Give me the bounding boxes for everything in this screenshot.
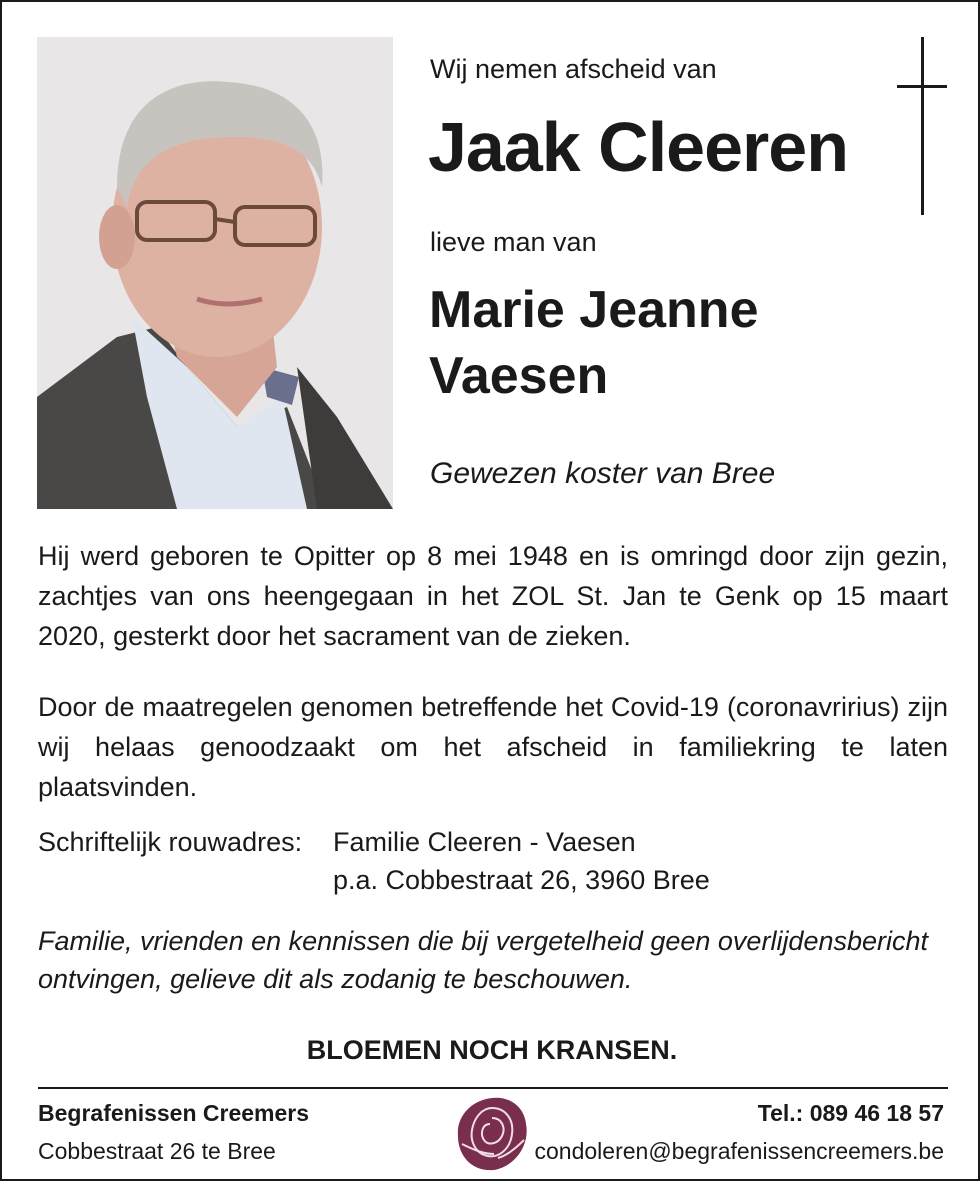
relation-text: lieve man van [430, 227, 597, 257]
cross-icon [897, 37, 947, 215]
address-line-1: Familie Cleeren - Vaesen [333, 827, 636, 857]
footer-divider [38, 1087, 948, 1089]
notice-text: Familie, vrienden en kennissen die bij vergetelheid geen overlijdensbericht ontvingen, gelieve dit als zodanig te beschouwen. [38, 926, 929, 994]
portrait-photo [37, 37, 393, 509]
flowers-notice: BLOEMEN NOCH KRANSEN. [306, 1035, 678, 1065]
address-label: Schriftelijk rouwadres: [38, 827, 303, 857]
address-line-2: p.a. Cobbestraat 26, 3960 Bree [333, 865, 710, 895]
rose-icon [454, 1094, 530, 1174]
deceased-name: Jaak Cleeren [428, 108, 848, 186]
company-address: Cobbestraat 26 te Bree [38, 1138, 276, 1164]
role-text: Gewezen koster van Bree [430, 457, 776, 490]
phone-number: Tel.: 089 46 18 57 [757, 1100, 944, 1126]
covid-paragraph: Door de maatregelen genomen betreffende het Covid-19 (coronavririus) zijn wij helaas genoodzaakt om het afscheid in familiekring te laten plaatsvinden. [38, 692, 948, 802]
intro-text: Wij nemen afscheid van [430, 54, 717, 84]
email-address: condoleren@begrafenissencreemers.be [534, 1138, 944, 1164]
spouse-name: Marie Jeanne Vaesen [429, 281, 759, 405]
company-name: Begrafenissen Creemers [38, 1100, 310, 1126]
birth-death-paragraph: Hij werd geboren te Opitter op 8 mei 1948 en is omringd door zijn gezin, zachtjes van ons heengegaan in het ZOL St. Jan te Genk op 15 maart 2020, gesterkt door het sacrament van de zieken. [38, 541, 948, 651]
